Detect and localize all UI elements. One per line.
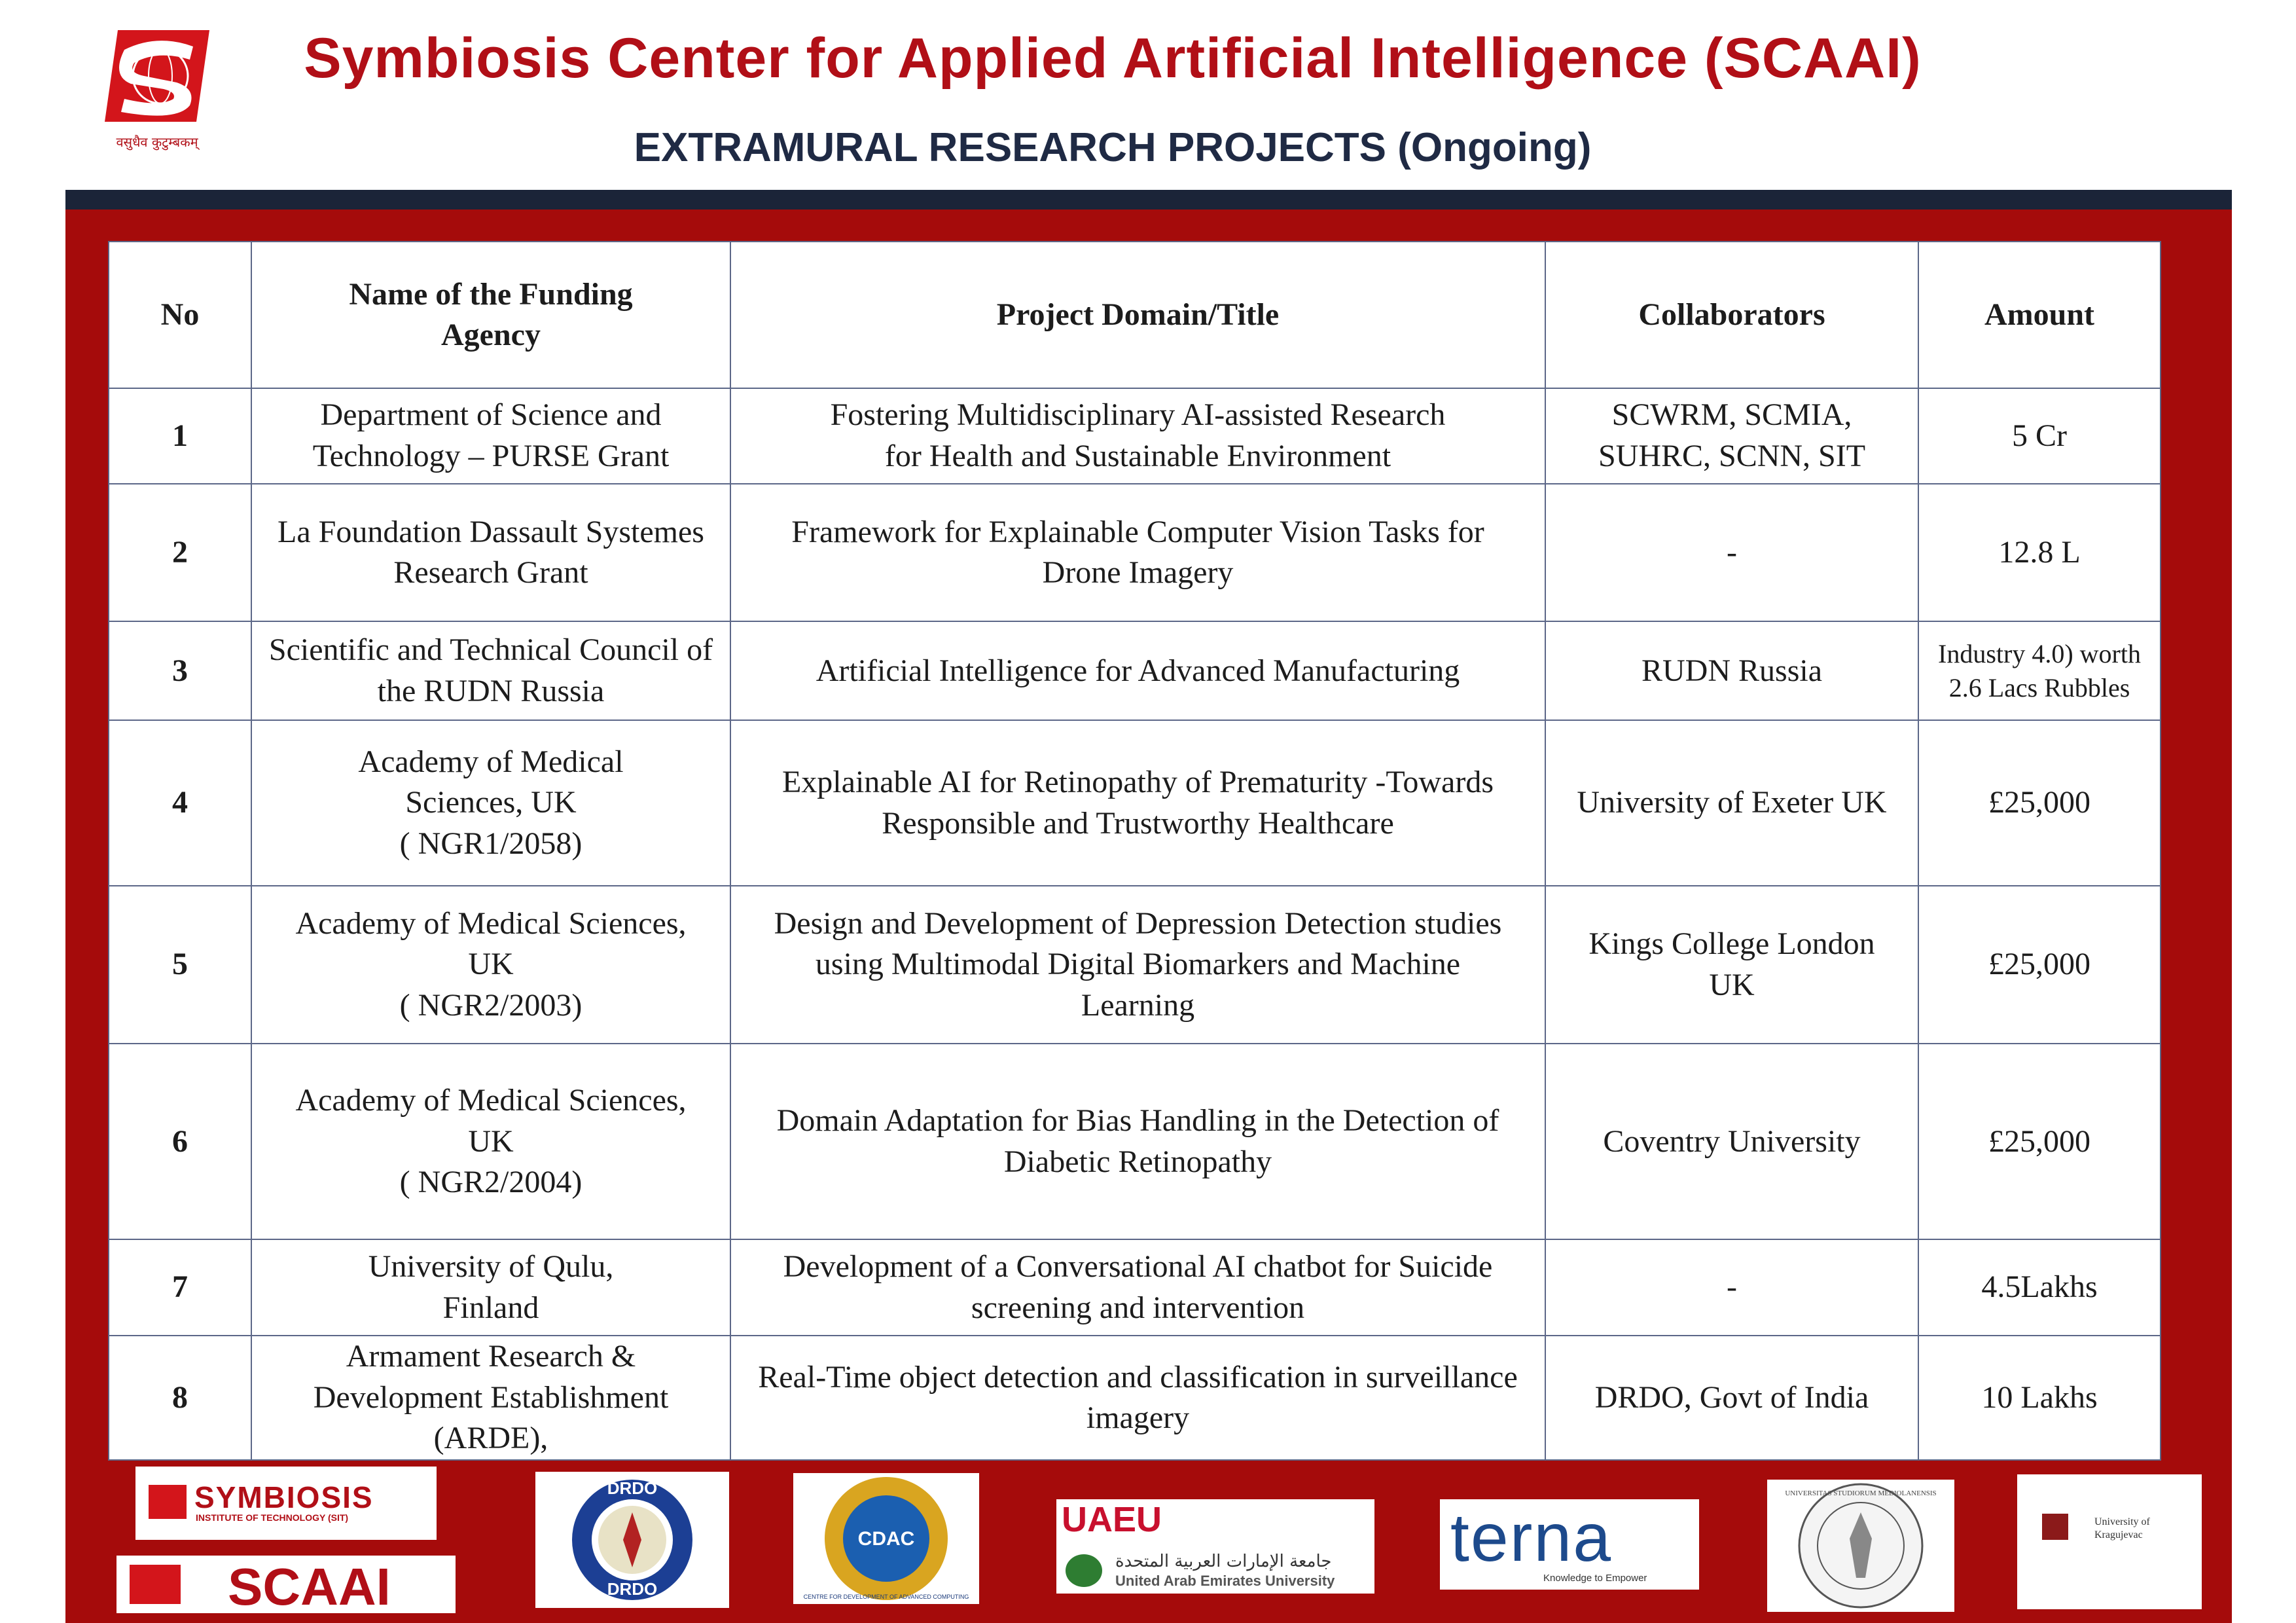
cell-agency-line: Finland	[442, 1290, 539, 1325]
page-subtitle: EXTRAMURAL RESEARCH PROJECTS (Ongoing)	[634, 125, 1592, 170]
cell-agency-line: the RUDN Russia	[377, 673, 605, 708]
cell-collaborators	[1545, 1044, 1918, 1239]
cell-amount-line: £25,000	[1988, 947, 2090, 982]
cell-title-line: Explainable AI for Retinopathy of Prematurity -Towards	[781, 765, 1494, 800]
svg-text:CENTRE FOR DEVELOPMENT OF ADVA: CENTRE FOR DEVELOPMENT OF ADVANCED COMPUTING	[803, 1594, 969, 1600]
header-no: No	[109, 242, 251, 388]
cell-title-line: Framework for Explainable Computer Vision Tasks for	[791, 514, 1484, 549]
cell-title	[730, 388, 1545, 484]
symbiosis-sit-logo: SYMBIOSIS INSTITUTE OF TECHNOLOGY (SIT)	[135, 1467, 437, 1540]
cell-title	[730, 484, 1545, 622]
svg-text:UNIVERSITAS STUDIORUM MEDIOLAN: UNIVERSITAS STUDIORUM MEDIOLANENSIS	[1785, 1489, 1937, 1497]
cell-title-line: Responsible and Trustworthy Healthcare	[882, 805, 1394, 841]
cell-title-line: Domain Adaptation for Bias Handling in the Detection of	[776, 1103, 1499, 1139]
cell-amount	[1918, 720, 2161, 886]
table-row	[109, 388, 2161, 484]
cell-amount	[1918, 1044, 2161, 1239]
cell-collaborators	[1545, 484, 1918, 622]
table-row	[109, 1044, 2161, 1239]
cell-title-line: using Multimodal Digital Biomarkers and Machine	[815, 947, 1461, 982]
cell-amount-line: 2.6 Lacs Rubbles	[1948, 672, 2130, 702]
cell-collaborators-line: UK	[1709, 967, 1755, 1002]
cell-collaborators-line: DRDO, Govt of India	[1594, 1379, 1869, 1415]
table-row	[109, 621, 2161, 720]
cell-amount-line: 10 Lakhs	[1981, 1379, 2098, 1415]
cell-title	[730, 621, 1545, 720]
cell-no: 6	[109, 1044, 251, 1239]
cell-no: 7	[109, 1239, 251, 1336]
cell-agency-line: Development Establishment	[313, 1379, 669, 1415]
header-divider-bar	[65, 190, 2232, 210]
cell-amount-line: Industry 4.0) worth	[1938, 638, 2141, 668]
cell-collaborators	[1545, 720, 1918, 886]
terna-logo: terna Knowledge to Empower	[1440, 1499, 1699, 1590]
header-collaborators: Collaborators	[1545, 242, 1918, 388]
cell-agency	[251, 886, 730, 1044]
svg-text:CDAC: CDAC	[857, 1528, 915, 1550]
cell-no: 1	[109, 388, 251, 484]
cell-title-line: Drone Imagery	[1042, 555, 1234, 591]
table-row	[109, 886, 2161, 1044]
cell-agency-line: UK	[468, 1123, 514, 1159]
cell-agency	[251, 720, 730, 886]
cell-agency-line: ( NGR1/2058)	[399, 826, 583, 861]
cell-amount-line: £25,000	[1988, 785, 2090, 820]
uaeu-logo: UAEU جامعة الإمارات العربية المتحدة United Arab Emirates University	[1056, 1499, 1374, 1594]
cell-no: 2	[109, 484, 251, 622]
svg-text:DRDO: DRDO	[607, 1579, 658, 1599]
cell-collaborators	[1545, 1239, 1918, 1336]
cell-agency	[251, 484, 730, 622]
cell-agency	[251, 1044, 730, 1239]
cell-no: 5	[109, 886, 251, 1044]
cell-title	[730, 1044, 1545, 1239]
cell-agency	[251, 388, 730, 484]
cell-no: 8	[109, 1336, 251, 1460]
cell-agency-line: University of Qulu,	[368, 1249, 614, 1285]
cell-agency-line: Academy of Medical	[358, 744, 624, 780]
cell-agency-line: Academy of Medical Sciences,	[295, 906, 687, 941]
drdo-logo	[535, 1472, 729, 1608]
cell-collaborators	[1545, 621, 1918, 720]
cell-title-line: Fostering Multidisciplinary AI-assisted Research	[830, 397, 1446, 433]
header-agency: Name of the Funding Agency	[251, 242, 730, 388]
cdac-logo	[793, 1473, 979, 1604]
cell-amount	[1918, 886, 2161, 1044]
cell-collaborators	[1545, 1336, 1918, 1460]
cell-agency	[251, 1239, 730, 1336]
cell-collaborators-line: Kings College London	[1588, 926, 1875, 962]
cell-agency-line: Armament Research &	[346, 1339, 636, 1374]
table-row	[109, 1336, 2161, 1460]
table-row	[109, 484, 2161, 622]
cell-agency-line: (ARDE),	[433, 1421, 548, 1456]
table-header-row	[109, 242, 2161, 388]
cell-agency-line: ( NGR2/2003)	[399, 987, 583, 1023]
logo-motto: वसुधैव कुटुम्बकम्	[116, 134, 198, 150]
cell-agency-line: Research Grant	[393, 555, 588, 591]
cell-agency-line: ( NGR2/2004)	[399, 1164, 583, 1199]
cell-title-line: Development of a Conversational AI chatbot for Suicide	[783, 1249, 1493, 1285]
svg-text:DRDO: DRDO	[607, 1478, 658, 1498]
cell-amount-line: 5 Cr	[2012, 418, 2067, 453]
cell-collaborators	[1545, 388, 1918, 484]
cell-title-line: Artificial Intelligence for Advanced Manufacturing	[816, 653, 1460, 688]
cell-no: 4	[109, 720, 251, 886]
cell-title-line: Diabetic Retinopathy	[1003, 1144, 1272, 1179]
cell-collaborators-line: RUDN Russia	[1641, 653, 1823, 688]
cell-title	[730, 886, 1545, 1044]
cell-title	[730, 1336, 1545, 1460]
projects-table	[108, 241, 2160, 1461]
cell-agency-line: Technology – PURSE Grant	[312, 438, 670, 473]
cell-collaborators-line: Coventry University	[1603, 1123, 1861, 1159]
cell-collaborators-line: -	[1727, 1269, 1737, 1305]
cell-agency-line: UK	[468, 947, 514, 982]
cell-amount	[1918, 484, 2161, 622]
header-amount: Amount	[1918, 242, 2161, 388]
cell-agency	[251, 621, 730, 720]
university-of-milan-logo	[1767, 1480, 1954, 1612]
university-of-kragujevac-logo: University of Kragujevac	[2017, 1474, 2202, 1609]
cell-amount	[1918, 621, 2161, 720]
cell-amount	[1918, 1336, 2161, 1460]
cell-amount-line: £25,000	[1988, 1123, 2090, 1159]
cell-title-line: Real-Time object detection and classification in surveillance	[758, 1359, 1518, 1395]
cell-title-line: imagery	[1086, 1400, 1190, 1435]
cell-collaborators-line: SCWRM, SCMIA,	[1611, 397, 1852, 433]
cell-amount-line: 12.8 L	[1998, 534, 2081, 570]
cell-amount	[1918, 1239, 2161, 1336]
cell-title-line: screening and intervention	[971, 1290, 1305, 1325]
cell-title	[730, 1239, 1545, 1336]
cell-amount	[1918, 388, 2161, 484]
table-row	[109, 720, 2161, 886]
cell-agency	[251, 1336, 730, 1460]
cell-no: 3	[109, 621, 251, 720]
cell-title-line: Design and Development of Depression Detection studies	[774, 906, 1502, 941]
cell-agency-line: Sciences, UK	[405, 785, 577, 820]
cell-collaborators	[1545, 886, 1918, 1044]
cell-agency-line: Department of Science and	[320, 397, 662, 433]
header-title: Project Domain/Title	[730, 242, 1545, 388]
cell-agency-line: La Foundation Dassault Systemes	[278, 514, 704, 549]
cell-amount-line: 4.5Lakhs	[1981, 1269, 2098, 1305]
cell-title	[730, 720, 1545, 886]
scaai-logo: SCAAI	[117, 1556, 456, 1613]
cell-title-line: for Health and Sustainable Environment	[884, 438, 1391, 473]
table-row	[109, 1239, 2161, 1336]
cell-agency-line: Scientific and Technical Council of	[268, 632, 713, 668]
cell-title-line: Learning	[1081, 987, 1195, 1023]
cell-agency-line: Academy of Medical Sciences,	[295, 1083, 687, 1118]
cell-collaborators-line: SUHRC, SCNN, SIT	[1598, 438, 1866, 473]
cell-collaborators-line: -	[1727, 534, 1737, 570]
page-title: Symbiosis Center for Applied Artificial Intelligence (SCAAI)	[304, 27, 1922, 90]
cell-collaborators-line: University of Exeter UK	[1577, 785, 1887, 820]
